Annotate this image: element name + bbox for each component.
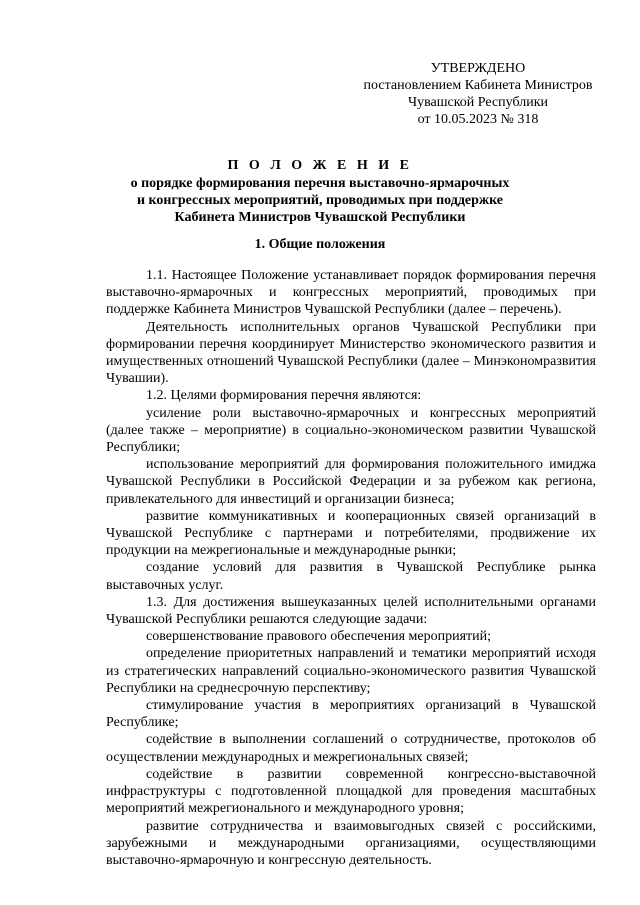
paragraph: Деятельность исполнительных органов Чувашской Республики при формировании перечня координирует Министерство экономического развития и имущественных отношений Чувашской Республики (далее – Минэкономразвития Чувашии). (106, 319, 596, 387)
approval-block (358, 60, 598, 128)
document-title-line-2: и конгрессных мероприятий, проводимых при поддержке (136, 193, 504, 208)
paragraph: развитие сотрудничества и взаимовыгодных связей с российскими, зарубежными и международными организациями, осуществляющими выставочно-ярмарочную и конгрессную деятельность. (106, 818, 596, 868)
paragraph: усиление роли выставочно-ярмарочных и конгрессных мероприятий (далее также – мероприятие) в социально-экономическом развитии Чувашской Республики; (106, 405, 596, 456)
paragraph: использование мероприятий для формирования положительного имиджа Чувашской Республики в Российской Федерации и за рубежом как региона, привлекательного для инвестиций и организации бизнеса; (106, 457, 596, 507)
paragraph: содействие в развитии современной конгрессно-выставочной инфраструктуры с подготовленной площадкой для проведения масштабных мероприятий межрегионального и международного уровня; (106, 766, 596, 817)
document-title-line-3: Кабинета Министров Чувашской Республики (174, 210, 466, 225)
section-body (106, 267, 596, 869)
document-type-heading: П О Л О Ж Е Н И Е (227, 158, 413, 173)
approval-date-number: от 10.05.2023 № 318 (417, 112, 539, 127)
paragraph: 1.3. Для достижения вышеуказанных целей исполнительными органами Чувашской Республики решаются следующие задачи: (106, 594, 596, 628)
approval-authority: постановлением Кабинета Министров (363, 78, 593, 93)
paragraph: создание условий для развития в Чувашской Республике рынка выставочных услуг. (106, 560, 596, 593)
section-heading: 1. Общие положения (254, 237, 386, 252)
approval-republic: Чувашской Республики (407, 95, 549, 110)
paragraph: определение приоритетных направлений и тематики мероприятий исходя из стратегических направлений социально-экономического развития Чувашской Республики на среднесрочную перспективу; (106, 646, 596, 696)
document-title-line-1: о порядке формирования перечня выставочно-ярмарочных (130, 176, 510, 191)
paragraph: развитие коммуникативных и кооперационных связей организаций в Чувашской Республике с партнерами и потребителями, продвижение их продукции на межрегиональные и международные рынки; (106, 508, 596, 559)
document-title (60, 157, 580, 226)
paragraph: совершенствование правового обеспечения мероприятий; (146, 629, 491, 645)
paragraph: 1.2. Целями формирования перечня являются: (146, 388, 422, 404)
approval-stamp-label: УТВЕРЖДЕНО (430, 61, 526, 76)
paragraph: 1.1. Настоящее Положение устанавливает порядок формирования перечня выставочно-ярмарочных и конгрессных мероприятий, проводимых при поддержке Кабинета Министров Чувашской Республики (далее – перечень). (106, 268, 596, 318)
paragraph: содействие в выполнении соглашений о сотрудничестве, протоколов об осуществлении международных и межрегиональных связей; (106, 732, 596, 765)
paragraph: стимулирование участия в мероприятиях организаций в Чувашской Республике; (106, 698, 596, 731)
